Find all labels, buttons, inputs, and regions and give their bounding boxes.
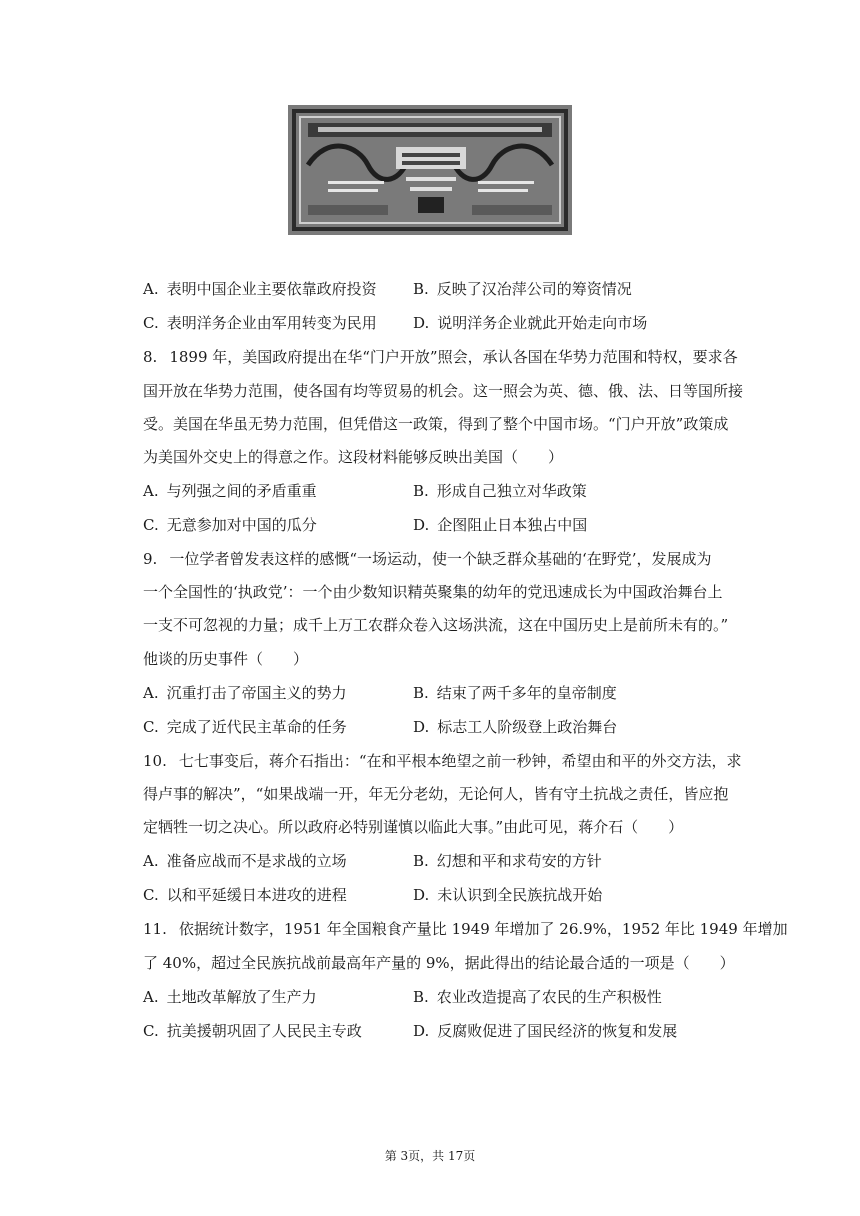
q10-number: 10.: [143, 752, 167, 770]
q9-stem-line-3: 一支不可忽视的力量；成千上万工农群众卷入这场洪流，这在中国历史上是前所未有的。”: [143, 616, 729, 634]
q9-stem-line-2: 一个全国性的‘执政党’：一个由少数知识精英聚集的幼年的党迅速成长为中国政治舞台上: [143, 583, 723, 601]
q8-option-c: C. 无意参加对中国的瓜分: [143, 516, 317, 534]
q8-option-d: D. 企图阻止日本独占中国: [413, 516, 588, 534]
q10-option-c: C. 以和平延缓日本进攻的进程: [143, 886, 347, 904]
q11-option-b: B. 农业改造提高了农民的生产积极性: [413, 988, 662, 1006]
q8-option-b: B. 形成自己独立对华政策: [413, 482, 587, 500]
q7-option-d: D. 说明洋务企业就此开始走向市场: [413, 314, 648, 332]
q9-option-a: A. 沉重打击了帝国主义的势力: [143, 684, 347, 702]
q11-stem-line-2: 了 40%，超过全民族抗战前最高年产量的 9%，据此得出的结论最合适的一项是（ ）: [143, 954, 735, 972]
q10-option-b: B. 幻想和平和求苟安的方针: [413, 852, 602, 870]
q11-option-c: C. 抗美援朝巩固了人民民主专政: [143, 1022, 362, 1040]
q11-stem-line-1: 11. 依据统计数字，1951 年全国粮食产量比 1949 年增加了 26.9%，1952 年比 1949 年增加: [143, 920, 788, 938]
page-footer: 第 3页，共 17页: [384, 1149, 476, 1163]
q8-stem-line-2: 国开放在华势力范围，使各国有均等贸易的机会。这一照会为英、德、俄、法、日等国所接: [143, 382, 744, 400]
q10-option-d: D. 未认识到全民族抗战开始: [413, 886, 603, 904]
q10-stem-line-2: 得卢事的解决”，“如果战端一开，年无分老幼，无论何人，皆有守土抗战之责任，皆应抱: [143, 785, 729, 803]
q11-option-a: A. 土地改革解放了生产力: [143, 988, 317, 1006]
q9-number: 9.: [143, 550, 158, 568]
q9-option-b: B. 结束了两千多年的皇帝制度: [413, 684, 617, 702]
q9-option-d: D. 标志工人阶级登上政治舞台: [413, 718, 618, 736]
q10-option-a: A. 准备应战而不是求战的立场: [143, 852, 347, 870]
q11-number: 11.: [143, 920, 167, 938]
q8-stem-line-1: 8. 1899 年，美国政府提出在华“门户开放”照会，承认各国在华势力范围和特权，要求各: [143, 348, 738, 366]
q11-option-d: D. 反腐败促进了国民经济的恢复和发展: [413, 1022, 678, 1040]
q8-stem-line-4: 为美国外交史上的得意之作。这段材料能够反映出美国（ ）: [143, 448, 564, 466]
q9-option-c: C. 完成了近代民主革命的任务: [143, 718, 347, 736]
q8-number: 8.: [143, 348, 158, 366]
q8-option-a: A. 与列强之间的矛盾重重: [143, 482, 317, 500]
q9-stem-line-4: 他谈的历史事件（ ）: [143, 650, 309, 668]
stock-certificate-image: [288, 105, 572, 235]
q8-stem-line-3: 受。美国在华虽无势力范围，但凭借这一政策，得到了整个中国市场。“门户开放”政策成: [143, 415, 729, 433]
q10-stem-line-1: 10. 七七事变后，蒋介石指出：“在和平根本绝望之前一秒钟，希望由和平的外交方法，求: [143, 752, 742, 770]
q7-option-c: C. 表明洋务企业由军用转变为民用: [143, 314, 377, 332]
q10-stem-line-3: 定牺牲一切之决心。所以政府必特别谨慎以临此大事。”由此可见，蒋介石（ ）: [143, 818, 684, 836]
q7-option-a: A. 表明中国企业主要依靠政府投资: [143, 280, 377, 298]
q9-stem-line-1: 9. 一位学者曾发表这样的感慨“一场运动，使一个缺乏群众基础的‘在野党’，发展成为: [143, 550, 712, 568]
q7-option-b: B. 反映了汉冶萍公司的筹资情况: [413, 280, 632, 298]
